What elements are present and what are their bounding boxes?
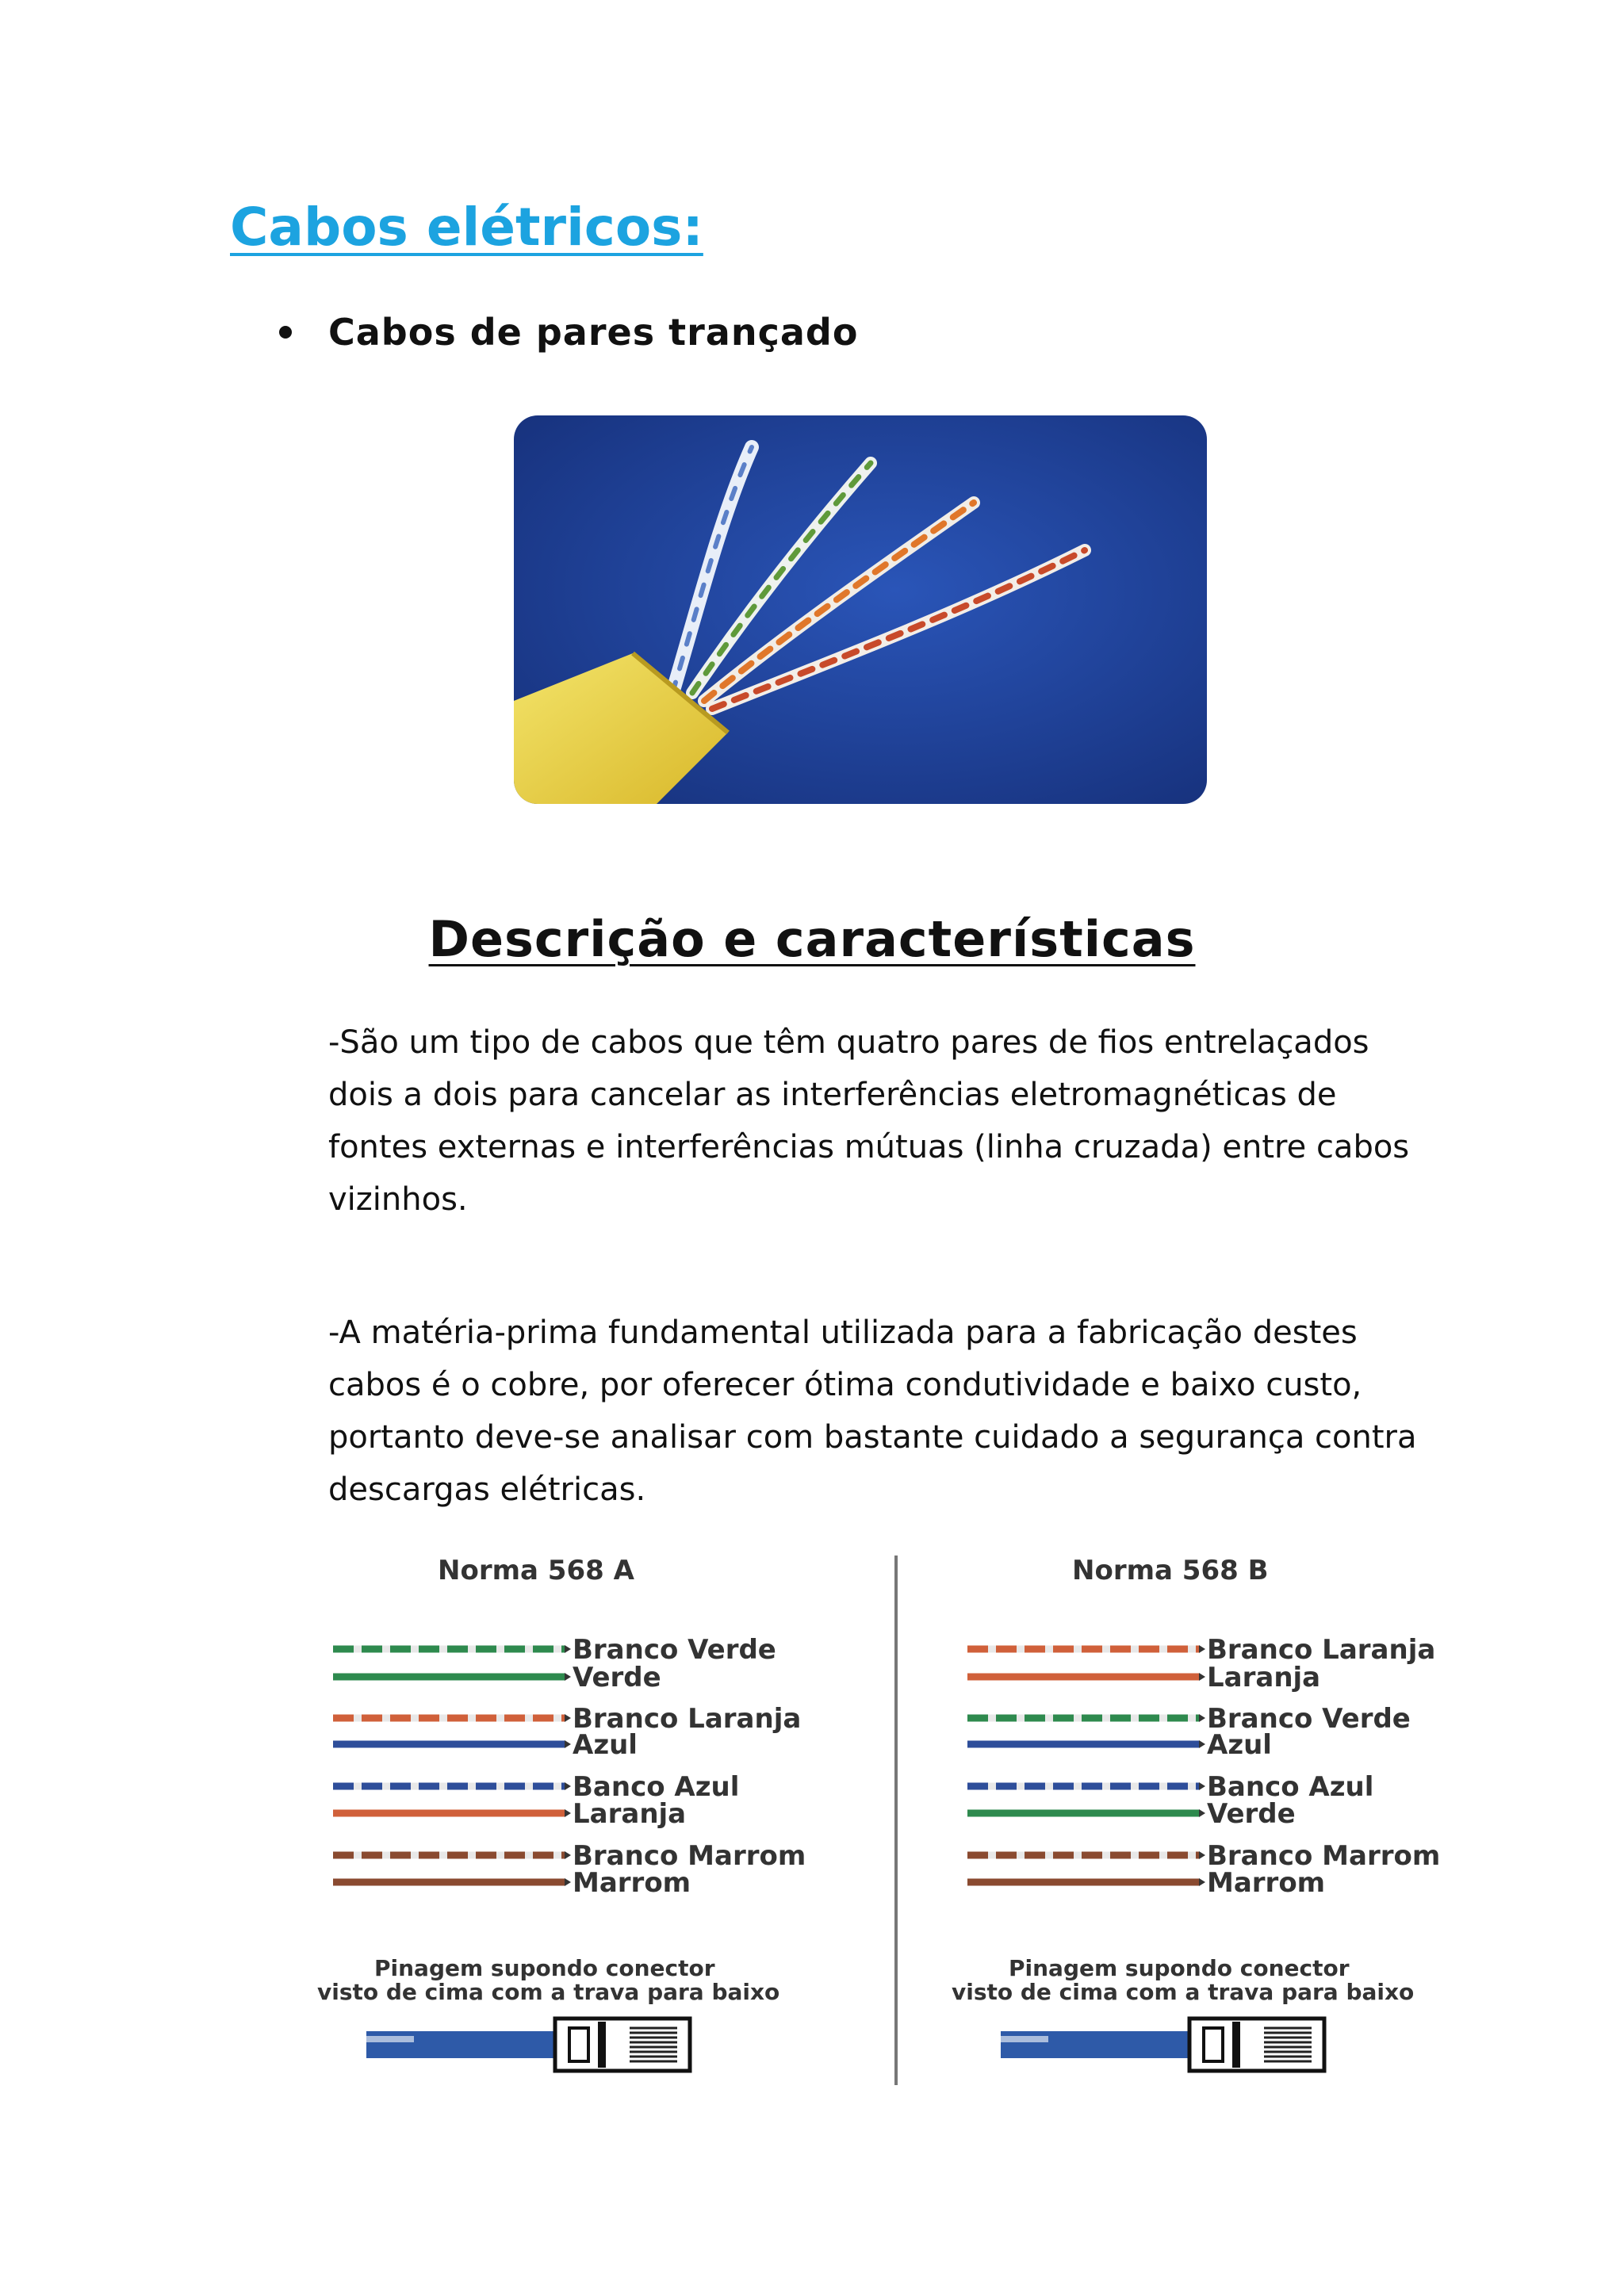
wire-arrow-icon [565,1851,571,1859]
wire-arrow-icon [565,1809,571,1817]
wire-label: Laranja [1207,1662,1321,1693]
wire-arrow-icon [1199,1809,1205,1817]
wire-label: Banco Azul [573,1771,740,1803]
wire-arrow-icon [1199,1740,1205,1748]
right-caption-line1: Pinagem supondo conector [1009,1955,1350,1981]
wire-arrow-icon [565,1740,571,1748]
connector-cable-mark [366,2036,414,2042]
connector-body [555,2019,690,2071]
paragraph: -São um tipo de cabos que têm quatro pares de fios entrelaçados dois a dois para cancelar as interferências eletromagnéticas de fontes externas e interferências mútuas (linha cruzada) entre cabos vizinhos. [328,1024,1410,1218]
wire-arrow-icon [565,1782,571,1790]
pinout-diagram-svg [317,1546,1475,2093]
connector-divider [598,2022,606,2068]
twisted-pair-cable-photo [514,415,1207,804]
wire-label: Marrom [573,1867,691,1899]
wire-label: Verde [573,1662,661,1693]
connector-cable-mark [1001,2036,1048,2042]
wire-arrow-icon [565,1673,571,1681]
bullet-text: Cabos de pares trançado [328,311,859,354]
wire-label: Branco Laranja [573,1703,802,1735]
wire-arrow-icon [565,1878,571,1886]
page-title: Cabos elétricos: [230,197,703,258]
wire-arrow-icon [1199,1673,1205,1681]
connector-cable [366,2031,557,2058]
wire-arrow-icon [1199,1878,1205,1886]
left-caption-line1: Pinagem supondo conector [374,1955,715,1981]
wire-label: Banco Azul [1207,1771,1374,1803]
wire-arrow-icon [1199,1714,1205,1722]
wire-arrow-icon [1199,1645,1205,1653]
wire-label: Branco Verde [1207,1703,1411,1735]
bullet-dot-icon [279,326,292,339]
connector-cable [1001,2031,1191,2058]
wire-label: Marrom [1207,1867,1326,1899]
wire-arrow-icon [1199,1782,1205,1790]
right-caption-line2: visto de cima com a trava para baixo [952,1979,1415,2005]
right-standard-title: Norma 568 B [1072,1555,1269,1586]
bullet-item [279,311,858,354]
wire-arrow-icon [1199,1851,1205,1859]
section-heading: Descrição e características [428,910,1196,968]
left-caption-line2: visto de cima com a trava para baixo [317,1979,780,2005]
wire-label: Branco Marrom [1207,1840,1441,1872]
wire-arrow-icon [565,1645,571,1653]
wire-label: Verde [1207,1798,1296,1830]
wire-label: Azul [573,1729,638,1761]
connector-divider [1232,2022,1240,2068]
wire-label: Laranja [573,1798,687,1830]
wire-label: Branco Marrom [573,1840,806,1872]
wire-label: Branco Verde [573,1634,776,1666]
wire-arrow-icon [565,1714,571,1722]
left-standard-title: Norma 568 A [438,1555,634,1586]
pinout-diagram [317,1546,1475,2093]
wire-label: Azul [1207,1729,1272,1761]
wire-label: Branco Laranja [1207,1634,1436,1666]
connector-body [1189,2019,1324,2071]
paragraph: -A matéria-prima fundamental utilizada para a fabricação destes cabos é o cobre, por oferecer ótima condutividade e baixo custo, portanto deve-se analisar com bastante cuidado a segurança contra descargas elétricas. [328,1314,1417,1508]
